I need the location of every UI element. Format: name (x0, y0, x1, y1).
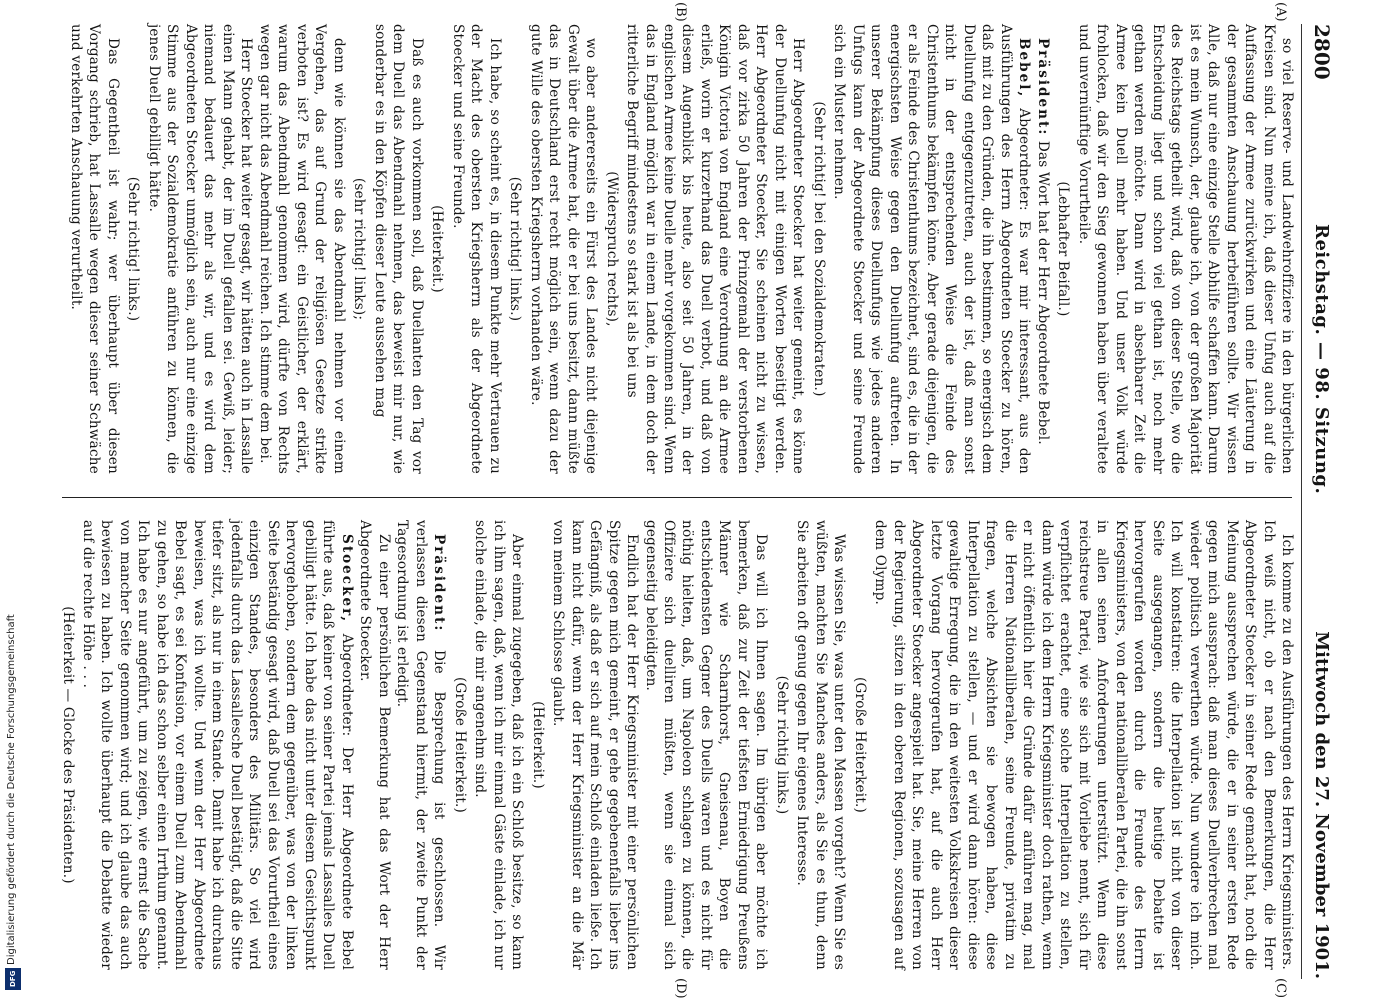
speaker-name: Stoecker, (338, 534, 355, 624)
paragraph: Aber einmal zugegeben, daß ich ein Schloß besitze, so kann ich ihm sagen, daß, wenn ich mir einmal Gäste einlade, ich nur solche einlade, die mir angenehm sind. (472, 520, 526, 970)
interjection: (Sehr richtig! links.) (125, 176, 142, 322)
paragraph: so viel Reserve- und Landwehroffiziere in den bürgerlichen Kreisen sind. Nun meine ich, daß dieser Unfug auch auf die Auffassung der Armee zurückwirken und eine Läuterung in der gesammten Anschauung herbeiführen sollte. Wir wissen Alle, daß nur eine einzige Stelle Abhilfe schaffen kann. Darum ist es mein Wunsch, der, glaube ich, von der großen Majorität des Reichstags getheilt wird, daß von dieser Stelle, wo die Entscheidung liegt und schon viel gethan ist, noch mehr gethan werden möchte. Dann wird in absehbarer Zeit die Armee kein Duell mehr haben. Und unser Volk würde frohlocken, daß wir den Sieg gewonnen haben über veraltete und unvernünftige Vorurtheile. (1075, 24, 1295, 474)
speech-paragraph (393, 520, 448, 970)
speech-text: Abgeordneter: Der Herr Abgeordnete Bebel führte aus, daß keiner von seiner Partei jemals Lassalles Duell gebilligt hätte. Ich habe das nicht unter diesem Gesichtspunkt hervorgehoben, sondern dem gegenüber, was von der linken Seite beständig gesagt wird, daß Duell sei das Vorurtheil eines einzigen Standes, besonders des Militärs. So viel wird jedenfalls durch das Lassallesche Duell bestätigt, daß die Sitte tiefer sitzt, als nur in einem Stande. Damit habe ich durchaus beweisen, was ich wollte. Und wenn der Herr Abgeordnete Bebel sagt, es sei Konfusion, vor einem Duell zum Abendmahl zu gehen, so habe ich das schon selber einen Irrthum genannt. Ich habe es nur angeführt, um zu zeigen, wie ernst die Sache von mancher Seite genommen wird; und ich glaube das auch bewiesen zu haben. Ich wollte überhaupt die Debatte wieder auf die rechte Höhe . . . (80, 520, 355, 970)
paragraph: Ich habe, so scheint es, in diesem Punkte mehr Vertrauen zu der Macht des obersten Kriegsherrn als der Abgeordnete Stoecker und seine Freunde. (449, 24, 503, 474)
interjection: (Heiterkeit.) (429, 205, 446, 293)
interjection: (Sehr richtig links.) (773, 675, 790, 815)
speech-text: Die Besprechung ist geschlossen. Wir verlassen diesen Gegenstand hiermit, der zweite Punkt der Tagesordnung ist erledigt. (394, 520, 448, 971)
paragraph: wo aber andererseits ein Fürst des Landes nicht diejenige Gewalt über die Armee hat, die er bei uns besitzt, dann müßte das in Deutschland erst recht möglich sein, wenn dazu der gute Wille des obersten Kriegsherrn vorhanden wäre. (527, 24, 600, 474)
running-title: Reichstag. — 98. Sitzung. (1311, 224, 1332, 495)
column-rule (62, 497, 1292, 498)
paragraph: Herr Abgeordneter Stoecker hat weiter gemeint, es könne der Duellunfug nicht mit einigen Worten beseitigt werden. Herr Abgeordneter Stoecker, Sie scheinen nicht zu wissen, daß vor zirka 50 Jahren der Prinzgemahl der verstorbenen Königin Victoria von England eine Verordnung an die Armee erließ, worin er kurzerhand das Duell verbot, und daß von diesem Augenblick bis heute, also seit 50 Jahren, in der englischen Armee keine Duelle mehr vorgekommen sind. Wenn das in England möglich war in einem Lande, in dem doch der ritterliche Begriff mindestens so stark ist als bei uns (624, 24, 807, 474)
interjection: (sehr richtig! links); (351, 177, 368, 321)
paragraph: Zu einer persönlichen Bemerkung hat das Wort der Herr Abgeordnete Stoecker. (357, 520, 392, 970)
margin-mark-c: (C) (1273, 978, 1288, 999)
paragraph: Endlich hat der Herr Kriegsminister mit einer persönlichen Spitze gegen mich gemeint, er gehe gegebenenfalls lieber ins Gefängniß, als daß er sich auf mein Schloß einladen ließe. Ich kann nicht dafür, wenn der Herr Kriegsminister an die Mär von meinem Schlosse glaubt. (550, 520, 641, 970)
paragraph: Daß es auch vorkommen soll, daß Duellanten den Tag vor dem Duell das Abendmahl nehmen, das beweist mir nur, wie sonderbar es in den Köpfen dieser Leute aussehen mag (371, 24, 425, 474)
digitization-sidebar (2, 0, 24, 1000)
rotated-page (50, 0, 1348, 1000)
paragraph: Ich komme zu den Ausführungen des Herrn Kriegsministers. Ich weiß nicht, ob er nach den Bemerkungen, die Herr Abgeordneter Stoecker in seiner Rede gemacht hat, noch die Meinung aussprechen würde, die er in seiner ersten Rede gegen mich aussprach: daß man dieses Duellverbrechen mal wieder politisch verwerthen würde. Nun wundere ich mich. Ich will konstatiren: die Interpellation ist nicht von dieser Seite ausgegangen, sondern die heutige Debatte ist hervorgerufen worden durch die Freunde des Herrn Kriegsministers, von der nationalliberalen Partei, die ihn sonst in allen seinen Anforderungen unterstützt. Wenn diese reichstreue Partei, wie sie sich mit Vorliebe nennt, sich für verpflichtet erachtet, eine solche Interpellation zu stellen, dann würde ich dem Herrn Kriegsminister doch rathen, wenn er nicht öffentlich hier die Gründe dafür anführen mag, mal die Herren Nationalliberalen, seine Freunde, privatim zu fragen, welche Absichten sie bewogen haben, diese Interpellation zu stellen, — und er wird dann hören: diese gewaltige Erregung, die in den weitesten Volkskreisen dieser letzte Vorgang hervorgerufen hat, auf die auch Herr Abgeordneter Stoecker angespielt hat. Sie, meine Herren von der Regierung, sitzen in den oberen Regionen, sozusagen auf dem Olymp. (872, 520, 1295, 970)
speaker-name: Präsident: (431, 534, 448, 633)
speech-paragraph (830, 24, 1033, 474)
paragraph: denn wie können sie das Abendmahl nehmen vor einem Vergehen, das auf Grund der religiösen Gesetze strikte verboten ist? Es wird gesagt: ein Geistlicher, der erklärt, warum das Abendmahl genommen wird, dürfte von Rechts wegen gar nicht das Abendmahl reichen. Ich stimme dem bei. (256, 24, 347, 474)
paragraph: Was wissen Sie, was unter den Massen vorgeht? Wenn Sie es wüßten, machten Sie Manches anders, als Sie es thun, denn Sie arbeiten oft genug gegen Ihr eigenes Interesse. (794, 520, 848, 970)
speaker-name: Präsident: (1034, 38, 1051, 137)
interjection: (Sehr richtig! bei den Sozialdemokraten.) (810, 101, 827, 397)
digitization-note: Digitalisierung gefördert durch die Deutsche Forschungsgemeinschaft (6, 614, 17, 965)
speech-paragraph (1033, 24, 1051, 474)
interjection: (Heiterkeit.) (529, 701, 546, 789)
right-column (56, 520, 1296, 970)
paragraph: Das will ich Ihnen sagen. Im übrigen aber möchte ich bemerken, daß zur Zeit der tiefsten Erniedrigung Preußens Männer wie Scharnhorst, Gneisenau, Boyen die entschiedensten Gegner des Duells waren und es nicht für nöthig hielten, daß, um Napoleon schlagen zu können, die Offiziere sich duelliren müßten, wenn sie einmal sich gegenseitig beleidigten. (642, 520, 770, 970)
interjection: (Widerspruch rechts), (603, 171, 620, 327)
session-date: Mittwoch den 27. November 1901. (1311, 631, 1332, 979)
speech-paragraph (79, 520, 356, 970)
running-head (1304, 24, 1334, 979)
margin-mark-b: (B) (673, 2, 688, 22)
interjection: (Große Heiterkeit.) (451, 676, 468, 814)
paragraph: Herr Stoecker hat weiter gesagt, wir hätten auch in Lassalle einen Mann gehabt, der im Duell gefallen sei. Gewiß, leider; niemand bedauert das mehr als wir, und es wird dem Abgeordneten Stoecker unmöglich sein, auch nur eine einzige Stimme aus der Sozialdemokratie anführen zu können, die jenes Duell gebilligt hätte. (145, 24, 255, 474)
paragraph: Das Gegentheil ist wahr; wer überhaupt über diesen Vorgang schrieb, hat Lassalle wegen dieser seiner Schwäche und verkehrten Anschauung verurtheilt. (68, 24, 121, 474)
margin-mark-d: (D) (673, 978, 688, 999)
interjection: (Sehr richtig! links.) (507, 176, 524, 322)
header-rule (1301, 24, 1302, 979)
left-column (56, 24, 1296, 474)
dfg-logo: DFG (5, 968, 21, 990)
interjection: (Große Heiterkeit.) (851, 676, 868, 814)
speech-text: Das Wort hat der Herr Abgeordnete Bebel. (1034, 140, 1051, 445)
speech-text: Abgeordneter: Es war mir interessant, aus den Ausführungen des Herrn Abgeordneten Stoecker zu hören, daß mit zu den Gründen, die ihn bestimmen, so energisch dem Duellunfug entgegenzutreten, auch der ist, daß man sonst nicht in der entsprechenden Weise die Feinde des Christenthums bekämpfen könne. Aber gerade diejenigen, die er als Feinde des Christenthums bezeichnet, sind es, die in der energischsten Weise gegen den Duellunfug auftreten. In unserer Bekämpfung dieses Duellunfugs wie jedes anderen Unfugs kann der Abgeordnete Stoecker und seine Freunde sich ein Muster nehmen. (831, 24, 1033, 474)
interjection: (Lebhafter Beifall.) (1055, 181, 1072, 317)
margin-mark-a: (A) (1273, 2, 1288, 22)
page-number: 2800 (1310, 24, 1334, 80)
speaker-name: Bebel, (1016, 38, 1033, 99)
interjection: (Heiterkeit — Glocke des Präsidenten.) (59, 606, 76, 884)
